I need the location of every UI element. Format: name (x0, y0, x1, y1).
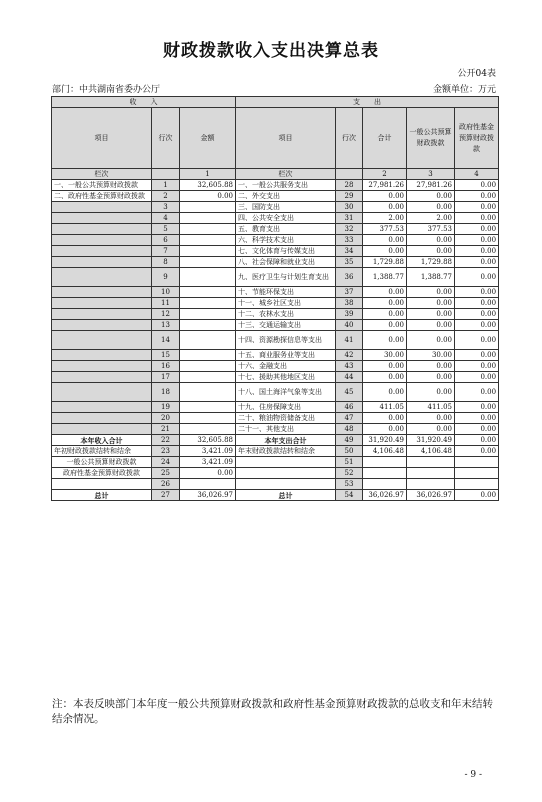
form-code: 公开04表 (457, 69, 496, 79)
income-amount-cell (180, 257, 236, 268)
expense-line-cell: 41 (336, 331, 363, 350)
expense-item-cell: 十二、农林水支出 (236, 309, 336, 320)
col-general: 一般公共预算财政拨款 (407, 108, 455, 169)
total-cell: 0.00 (363, 309, 407, 320)
general-budget-cell: 31,920.49 (407, 435, 455, 446)
total-cell: 0.00 (363, 383, 407, 402)
income-item-cell (52, 298, 152, 309)
fund-budget-cell: 0.00 (455, 235, 499, 246)
table-row (52, 268, 499, 287)
col-number-blank-2 (336, 169, 363, 180)
expense-line-cell: 39 (336, 309, 363, 320)
income-item-cell (52, 424, 152, 435)
income-line-cell: 24 (152, 457, 180, 468)
fund-budget-cell (455, 479, 499, 490)
general-budget-cell: 1,388.77 (407, 268, 455, 287)
expense-line-cell: 48 (336, 424, 363, 435)
general-budget-cell: 0.00 (407, 287, 455, 298)
income-amount-cell (180, 320, 236, 331)
total-cell: 0.00 (363, 287, 407, 298)
income-item-cell (52, 202, 152, 213)
expense-line-cell: 51 (336, 457, 363, 468)
general-budget-cell: 0.00 (407, 298, 455, 309)
total-cell: 31,920.49 (363, 435, 407, 446)
income-line-cell: 16 (152, 361, 180, 372)
table-row (52, 479, 499, 490)
income-line-cell: 18 (152, 383, 180, 402)
income-amount-cell: 0.00 (180, 191, 236, 202)
col-number-3: 3 (407, 169, 455, 180)
total-cell: 30.00 (363, 350, 407, 361)
fund-budget-cell: 0.00 (455, 180, 499, 191)
page-title: 财政拨款收入支出决算总表 (163, 41, 379, 61)
income-line-cell: 25 (152, 468, 180, 479)
income-amount-cell (180, 224, 236, 235)
income-amount-cell: 32,605.88 (180, 180, 236, 191)
income-line-cell: 23 (152, 446, 180, 457)
income-amount-cell (180, 268, 236, 287)
fund-budget-cell: 0.00 (455, 402, 499, 413)
income-item-cell (52, 320, 152, 331)
table-row (52, 446, 499, 457)
total-cell: 1,388.77 (363, 268, 407, 287)
department-label: 部门：中共湖南省委办公厅 (52, 85, 161, 95)
expense-line-cell: 45 (336, 383, 363, 402)
table-row (52, 257, 499, 268)
total-cell: 0.00 (363, 298, 407, 309)
fund-budget-cell: 0.00 (455, 191, 499, 202)
expense-line-cell: 46 (336, 402, 363, 413)
table-row (52, 383, 499, 402)
total-cell (363, 457, 407, 468)
income-item-cell (52, 402, 152, 413)
table-row (52, 180, 499, 191)
general-budget-cell: 36,026.97 (407, 490, 455, 501)
expense-item-cell: 二、外交支出 (236, 191, 336, 202)
income-item-cell (52, 413, 152, 424)
expense-line-cell: 34 (336, 246, 363, 257)
income-item-cell: 一般公共预算财政拨款 (52, 457, 152, 468)
expense-item-cell: 五、教育支出 (236, 224, 336, 235)
general-budget-cell: 0.00 (407, 246, 455, 257)
table-row (52, 235, 499, 246)
income-line-cell: 22 (152, 435, 180, 446)
table-row (52, 331, 499, 350)
expense-item-cell: 九、医疗卫生与计划生育支出 (236, 268, 336, 287)
general-budget-cell: 0.00 (407, 191, 455, 202)
income-line-cell: 4 (152, 213, 180, 224)
general-budget-cell: 1,729.88 (407, 257, 455, 268)
expense-line-cell: 38 (336, 298, 363, 309)
col-expense-item: 项目 (236, 108, 336, 169)
fund-budget-cell: 0.00 (455, 331, 499, 350)
income-line-cell: 10 (152, 287, 180, 298)
fund-budget-cell: 0.00 (455, 224, 499, 235)
expense-item-cell (236, 457, 336, 468)
table-row (52, 309, 499, 320)
general-budget-cell: 0.00 (407, 320, 455, 331)
expense-line-cell: 36 (336, 268, 363, 287)
expense-line-cell: 42 (336, 350, 363, 361)
col-income-line: 行次 (152, 108, 180, 169)
income-amount-cell (180, 479, 236, 490)
col-number-1: 1 (180, 169, 236, 180)
table-row (52, 246, 499, 257)
total-cell: 0.00 (363, 202, 407, 213)
income-amount-cell (180, 287, 236, 298)
income-amount-cell (180, 235, 236, 246)
income-amount-cell (180, 298, 236, 309)
income-line-cell: 11 (152, 298, 180, 309)
general-budget-cell: 2.00 (407, 213, 455, 224)
expense-item-cell: 十一、城乡社区支出 (236, 298, 336, 309)
general-budget-cell: 0.00 (407, 424, 455, 435)
income-line-cell: 9 (152, 268, 180, 287)
expense-item-cell: 年末财政拨款结转和结余 (236, 446, 336, 457)
expense-line-cell: 54 (336, 490, 363, 501)
income-item-cell (52, 224, 152, 235)
expense-item-cell: 十九、住房保障支出 (236, 402, 336, 413)
col-number-blank (152, 169, 180, 180)
general-budget-cell: 411.05 (407, 402, 455, 413)
expense-item-cell: 二十一、其他支出 (236, 424, 336, 435)
total-cell: 0.00 (363, 235, 407, 246)
income-section-header: 收 入 (52, 97, 236, 108)
table-row (52, 490, 499, 501)
income-line-cell: 8 (152, 257, 180, 268)
col-number-4: 4 (455, 169, 499, 180)
expense-item-cell: 十三、交通运输支出 (236, 320, 336, 331)
general-budget-cell: 0.00 (407, 413, 455, 424)
income-line-cell: 14 (152, 331, 180, 350)
income-line-cell: 15 (152, 350, 180, 361)
fund-budget-cell: 0.00 (455, 413, 499, 424)
income-line-cell: 17 (152, 372, 180, 383)
general-budget-cell (407, 479, 455, 490)
total-cell: 0.00 (363, 320, 407, 331)
income-item-cell (52, 309, 152, 320)
expense-item-cell: 四、公共安全支出 (236, 213, 336, 224)
expense-item-cell: 本年支出合计 (236, 435, 336, 446)
income-item-cell (52, 246, 152, 257)
expense-line-cell: 53 (336, 479, 363, 490)
table-row (52, 413, 499, 424)
table-row (52, 435, 499, 446)
table-row (52, 213, 499, 224)
expense-item-cell (236, 468, 336, 479)
income-line-cell: 20 (152, 413, 180, 424)
total-cell: 411.05 (363, 402, 407, 413)
table-row (52, 361, 499, 372)
income-line-cell: 12 (152, 309, 180, 320)
expense-item-cell: 十、节能环保支出 (236, 287, 336, 298)
general-budget-cell: 0.00 (407, 331, 455, 350)
expense-line-cell: 29 (336, 191, 363, 202)
fund-budget-cell: 0.00 (455, 383, 499, 402)
general-budget-cell: 4,106.48 (407, 446, 455, 457)
fund-budget-cell: 0.00 (455, 213, 499, 224)
fund-budget-cell: 0.00 (455, 257, 499, 268)
col-total: 合计 (363, 108, 407, 169)
expense-item-cell (236, 479, 336, 490)
income-item-cell: 政府性基金预算财政拨款 (52, 468, 152, 479)
fund-budget-cell (455, 457, 499, 468)
expense-item-cell: 十四、资源勘探信息等支出 (236, 331, 336, 350)
fund-budget-cell: 0.00 (455, 298, 499, 309)
expense-line-cell: 49 (336, 435, 363, 446)
table-row (52, 224, 499, 235)
total-cell: 27,981.26 (363, 180, 407, 191)
table-row (52, 298, 499, 309)
expense-item-cell: 八、社会保障和就业支出 (236, 257, 336, 268)
expense-item-cell: 三、国防支出 (236, 202, 336, 213)
expense-line-cell: 35 (336, 257, 363, 268)
income-item-cell (52, 361, 152, 372)
table-row (52, 320, 499, 331)
expense-item-cell: 总计 (236, 490, 336, 501)
income-item-cell (52, 372, 152, 383)
income-line-cell: 27 (152, 490, 180, 501)
income-amount-cell: 36,026.97 (180, 490, 236, 501)
income-amount-cell (180, 246, 236, 257)
income-line-cell: 19 (152, 402, 180, 413)
fund-budget-cell: 0.00 (455, 361, 499, 372)
fund-budget-cell: 0.00 (455, 435, 499, 446)
col-expense-line: 行次 (336, 108, 363, 169)
expense-section-header: 支 出 (236, 97, 499, 108)
expense-line-cell: 30 (336, 202, 363, 213)
total-cell (363, 468, 407, 479)
expense-line-cell: 31 (336, 213, 363, 224)
expense-item-cell: 十八、国土海洋气象等支出 (236, 383, 336, 402)
income-amount-cell (180, 331, 236, 350)
expense-line-cell: 32 (336, 224, 363, 235)
total-cell: 0.00 (363, 331, 407, 350)
general-budget-cell (407, 468, 455, 479)
expense-line-cell: 33 (336, 235, 363, 246)
income-item-cell (52, 331, 152, 350)
expense-item-cell: 十六、金融支出 (236, 361, 336, 372)
income-line-cell: 21 (152, 424, 180, 435)
expense-item-cell: 七、文化体育与传媒支出 (236, 246, 336, 257)
total-cell: 0.00 (363, 361, 407, 372)
income-amount-cell: 32,605.88 (180, 435, 236, 446)
general-budget-cell: 0.00 (407, 361, 455, 372)
page-number: - 9 - (464, 770, 482, 780)
income-item-cell (52, 235, 152, 246)
income-item-cell: 年初财政拨款结转和结余 (52, 446, 152, 457)
fund-budget-cell: 0.00 (455, 350, 499, 361)
table-row (52, 457, 499, 468)
income-line-cell: 26 (152, 479, 180, 490)
fund-budget-cell: 0.00 (455, 320, 499, 331)
income-line-cell: 1 (152, 180, 180, 191)
total-cell: 2.00 (363, 213, 407, 224)
col-income-item: 项目 (52, 108, 152, 169)
income-amount-cell: 0.00 (180, 468, 236, 479)
income-amount-cell (180, 383, 236, 402)
income-amount-cell (180, 372, 236, 383)
general-budget-cell: 0.00 (407, 202, 455, 213)
income-amount-cell: 3,421.09 (180, 457, 236, 468)
income-item-cell (52, 383, 152, 402)
section-header-row (52, 97, 499, 108)
column-number-row (52, 169, 499, 180)
total-cell: 4,106.48 (363, 446, 407, 457)
expense-line-cell: 50 (336, 446, 363, 457)
expense-line-cell: 47 (336, 413, 363, 424)
income-item-cell (52, 350, 152, 361)
income-item-cell: 一、一般公共预算财政拨款 (52, 180, 152, 191)
table-row (52, 372, 499, 383)
general-budget-cell: 0.00 (407, 383, 455, 402)
col-number-2: 2 (363, 169, 407, 180)
column-header-row (52, 108, 499, 169)
fund-budget-cell: 0.00 (455, 268, 499, 287)
general-budget-cell: 0.00 (407, 309, 455, 320)
col-number-label-2: 栏次 (236, 169, 336, 180)
col-number-label: 栏次 (52, 169, 152, 180)
general-budget-cell: 27,981.26 (407, 180, 455, 191)
general-budget-cell: 0.00 (407, 235, 455, 246)
income-line-cell: 5 (152, 224, 180, 235)
income-item-cell (52, 213, 152, 224)
total-cell: 377.53 (363, 224, 407, 235)
expense-item-cell: 二十、粮油物资储备支出 (236, 413, 336, 424)
total-cell: 0.00 (363, 191, 407, 202)
total-cell: 0.00 (363, 424, 407, 435)
fund-budget-cell: 0.00 (455, 246, 499, 257)
general-budget-cell: 0.00 (407, 372, 455, 383)
expense-item-cell: 十七、援助其他地区支出 (236, 372, 336, 383)
table-row (52, 202, 499, 213)
fund-budget-cell: 0.00 (455, 372, 499, 383)
table-row (52, 350, 499, 361)
total-cell: 1,729.88 (363, 257, 407, 268)
income-item-cell (52, 287, 152, 298)
income-item-cell (52, 268, 152, 287)
general-budget-cell: 377.53 (407, 224, 455, 235)
expense-item-cell: 六、科学技术支出 (236, 235, 336, 246)
unit-label: 金额单位：万元 (432, 85, 496, 95)
table-row (52, 287, 499, 298)
income-amount-cell (180, 309, 236, 320)
total-cell (363, 479, 407, 490)
fund-budget-cell: 0.00 (455, 309, 499, 320)
expense-line-cell: 52 (336, 468, 363, 479)
income-amount-cell (180, 350, 236, 361)
expense-item-cell: 十五、商业服务业等支出 (236, 350, 336, 361)
income-item-cell: 本年收入合计 (52, 435, 152, 446)
income-item-cell: 总计 (52, 490, 152, 501)
income-line-cell: 13 (152, 320, 180, 331)
fund-budget-cell: 0.00 (455, 490, 499, 501)
income-item-cell (52, 257, 152, 268)
general-budget-cell (407, 457, 455, 468)
table-row (52, 468, 499, 479)
fund-budget-cell: 0.00 (455, 287, 499, 298)
income-amount-cell (180, 424, 236, 435)
expense-line-cell: 28 (336, 180, 363, 191)
expense-line-cell: 40 (336, 320, 363, 331)
total-cell: 0.00 (363, 413, 407, 424)
income-line-cell: 7 (152, 246, 180, 257)
table-row (52, 402, 499, 413)
expense-line-cell: 44 (336, 372, 363, 383)
expense-line-cell: 37 (336, 287, 363, 298)
fund-budget-cell: 0.00 (455, 446, 499, 457)
finance-table (51, 96, 499, 501)
col-fund: 政府性基金预算财政拨款 (455, 108, 499, 169)
fund-budget-cell (455, 468, 499, 479)
income-amount-cell (180, 402, 236, 413)
income-amount-cell (180, 213, 236, 224)
income-item-cell (52, 479, 152, 490)
total-cell: 36,026.97 (363, 490, 407, 501)
income-item-cell: 二、政府性基金预算财政拨款 (52, 191, 152, 202)
col-income-amount: 金额 (180, 108, 236, 169)
income-line-cell: 2 (152, 191, 180, 202)
income-amount-cell (180, 361, 236, 372)
income-amount-cell (180, 413, 236, 424)
expense-line-cell: 43 (336, 361, 363, 372)
income-amount-cell: 3,421.09 (180, 446, 236, 457)
table-row (52, 191, 499, 202)
income-line-cell: 6 (152, 235, 180, 246)
income-line-cell: 3 (152, 202, 180, 213)
table-note: 注：本表反映部门本年度一般公共预算财政拨款和政府性基金预算财政拨款的总收支和年末结转结余情况。 (52, 698, 493, 725)
table-row (52, 424, 499, 435)
fund-budget-cell: 0.00 (455, 202, 499, 213)
general-budget-cell: 30.00 (407, 350, 455, 361)
total-cell: 0.00 (363, 246, 407, 257)
income-amount-cell (180, 202, 236, 213)
total-cell: 0.00 (363, 372, 407, 383)
expense-item-cell: 一、一般公共服务支出 (236, 180, 336, 191)
fund-budget-cell: 0.00 (455, 424, 499, 435)
